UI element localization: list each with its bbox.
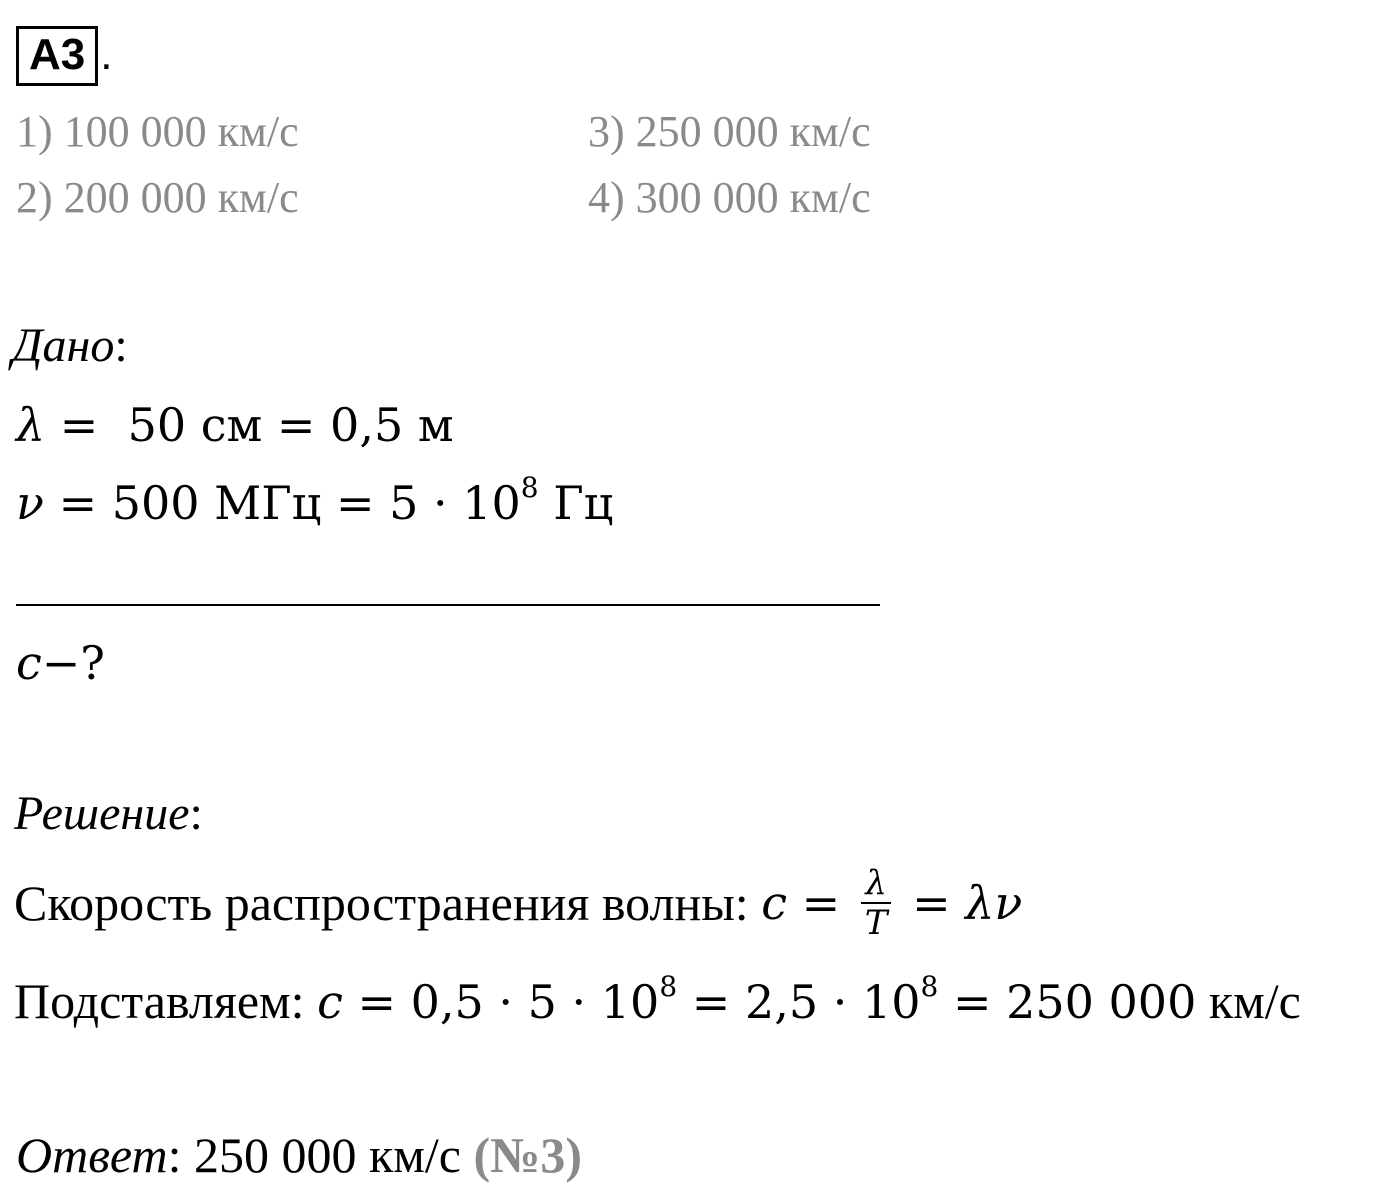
- substitution-part-2: = 2,5 · 10: [677, 975, 921, 1029]
- option-4: [588, 173, 871, 222]
- formula-eq-1: =: [786, 876, 855, 930]
- nu-symbol: ν: [16, 476, 44, 530]
- formula-lhs: c: [761, 876, 787, 930]
- option-3-number: 3): [588, 107, 625, 156]
- substitution-part-3: = 250 000: [938, 975, 1197, 1029]
- fraction-denominator: T: [864, 903, 888, 943]
- option-2-number: 2): [16, 173, 53, 222]
- option-4-text: 300 000 км/с: [635, 173, 871, 222]
- substitution-unit: км/с: [1196, 973, 1301, 1029]
- option-1: [16, 107, 299, 156]
- task-number-box: А3: [16, 26, 98, 86]
- option-2-text: 200 000 км/с: [63, 173, 299, 222]
- answer-heading: Ответ: [16, 1127, 168, 1183]
- option-1-text: 100 000 км/с: [63, 107, 299, 156]
- lambda-symbol: λ: [16, 398, 46, 452]
- unknown-symbol: c: [16, 636, 42, 690]
- given-unknown: [16, 636, 105, 690]
- formula-rhs: λν: [965, 876, 1023, 930]
- option-1-number: 1): [16, 107, 53, 156]
- given-frequency: [16, 471, 614, 530]
- solution-heading-text: Решение: [14, 787, 190, 840]
- answer-colon: :: [167, 1127, 182, 1183]
- given-heading-colon: :: [114, 319, 128, 372]
- answer-value: 250 000 км/с: [181, 1127, 474, 1183]
- answer-choice: (№3): [473, 1127, 583, 1183]
- given-wavelength-value: = 50 см = 0,5 м: [45, 398, 454, 452]
- substitution-exponent-2: 8: [920, 970, 939, 1003]
- task-label: [16, 26, 112, 86]
- given-frequency-value: = 500 МГц = 5 · 10: [43, 476, 521, 530]
- given-heading-text: Дано: [12, 319, 115, 372]
- unknown-question: −?: [41, 636, 105, 690]
- substitution-lhs: c: [317, 975, 343, 1029]
- option-3: [588, 107, 871, 156]
- formula-fraction: [861, 863, 892, 943]
- solution-formula: [761, 863, 1023, 943]
- solution-formula-line: [14, 863, 1023, 943]
- solution-heading: [14, 787, 203, 840]
- task-number-dot: .: [100, 30, 113, 79]
- given-frequency-exponent: 8: [520, 471, 539, 504]
- fraction-numerator: λ: [865, 863, 887, 903]
- option-3-text: 250 000 км/с: [635, 107, 871, 156]
- formula-eq-2: =: [897, 876, 966, 930]
- solution-substitution-line: [14, 970, 1301, 1029]
- substitution-math: [317, 970, 1197, 1029]
- given-heading: [12, 319, 128, 372]
- answer-line: [16, 1127, 583, 1183]
- substitution-part-1: = 0,5 · 5 · 10: [342, 975, 660, 1029]
- option-2: [16, 173, 299, 222]
- given-frequency-unit: Гц: [538, 476, 614, 530]
- substitution-text: Подставляем:: [14, 973, 318, 1029]
- solution-heading-colon: :: [189, 787, 203, 840]
- given-wavelength: [16, 398, 454, 452]
- substitution-exponent-1: 8: [659, 970, 678, 1003]
- option-4-number: 4): [588, 173, 625, 222]
- solution-formula-text: Скорость распространения волны:: [14, 875, 762, 931]
- given-divider: [16, 604, 880, 606]
